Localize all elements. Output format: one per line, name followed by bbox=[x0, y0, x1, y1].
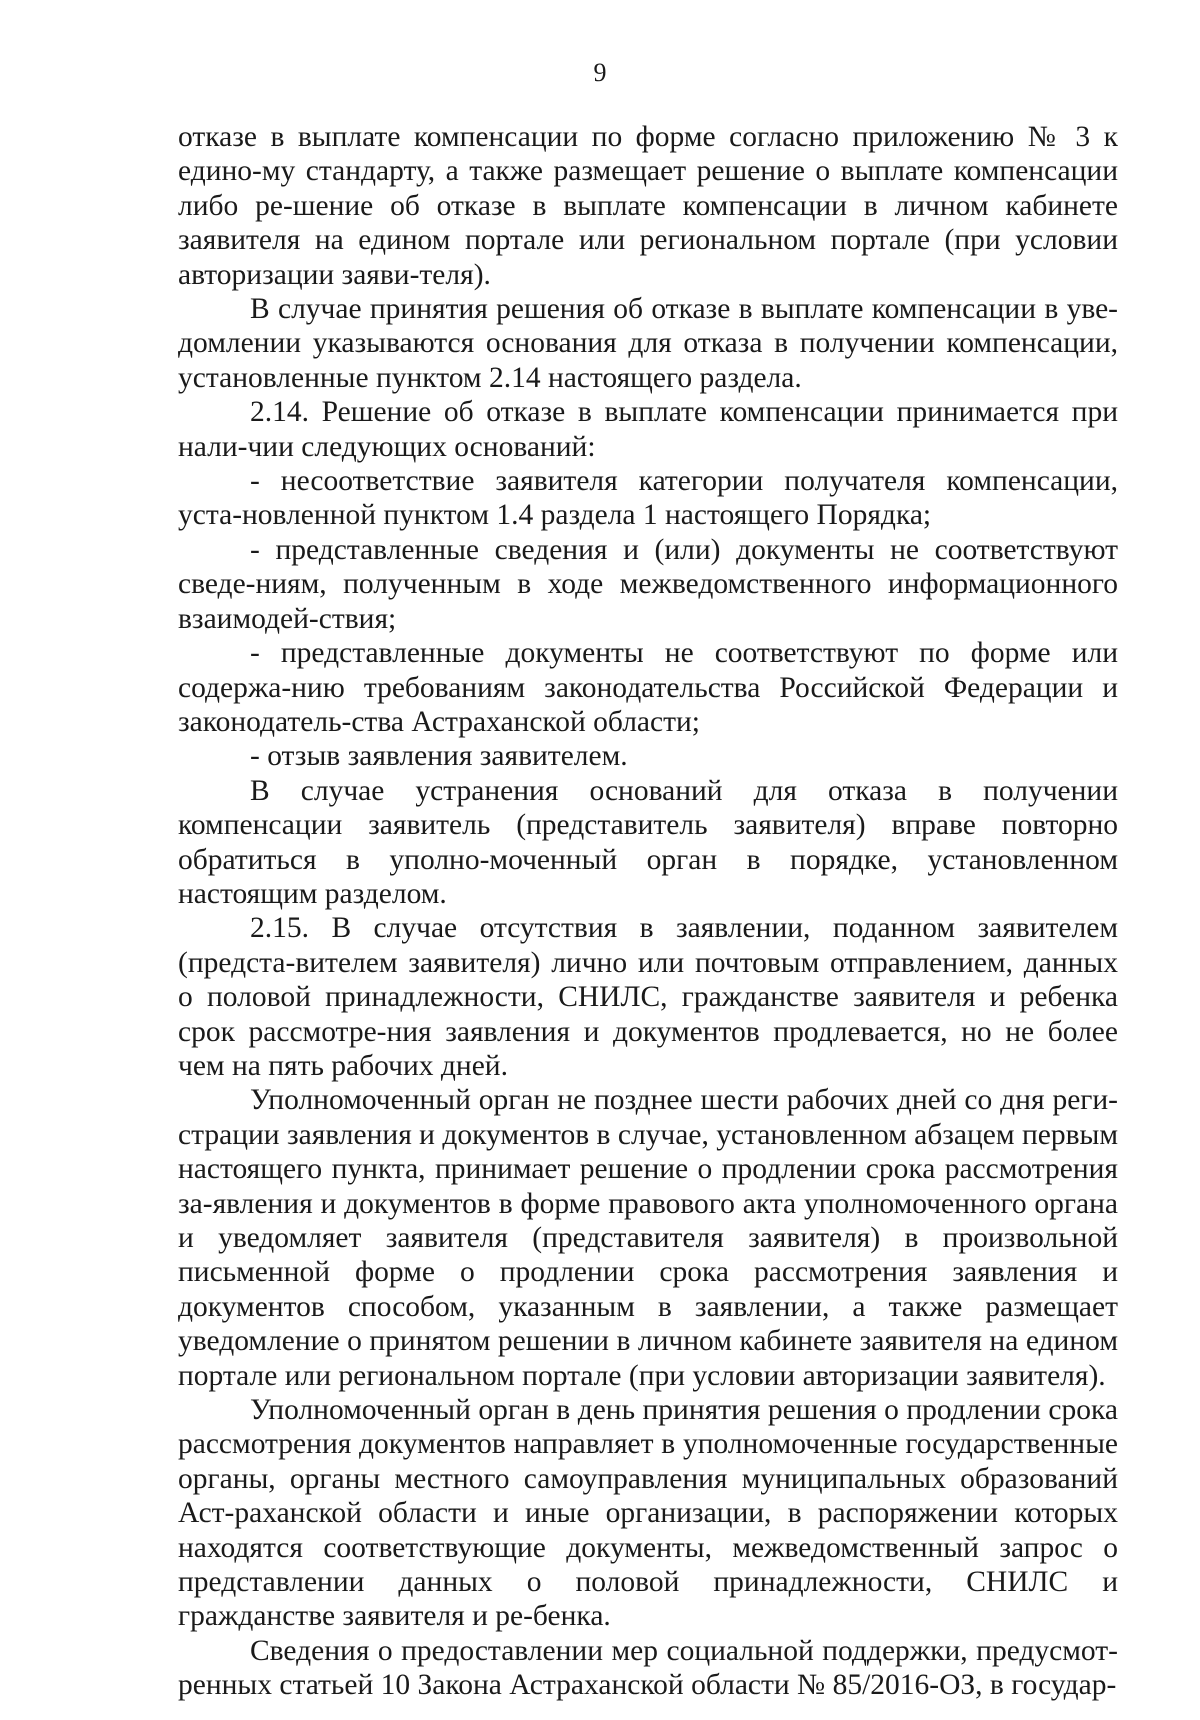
paragraph: Уполномоченный орган в день принятия решения о продлении срока рассмотрения документов направляет в уполномоченные государственные органы, органы местного самоуправления муниципальных образований Аст-раханской области и иные организации, в распоряжении которых находятся соответствующие документы, межведомственный запрос о представлении данных о половой принадлежности, СНИЛС и гражданстве заявителя и ре-бенка. bbox=[178, 1394, 1118, 1633]
list-item: - представленные сведения и (или) документы не соответствуют сведе-ниям, полученным в ходе межведомственного информационного взаимодей-ствия; bbox=[178, 533, 1118, 635]
paragraph: В случае принятия решения об отказе в выплате компенсации в уве-домлении указываются основания для отказа в получении компенсации, установленные пунктом 2.14 настоящего раздела. bbox=[178, 293, 1118, 394]
paragraph: Уполномоченный орган не позднее шести рабочих дней со дня реги-страции заявления и документов в случае, установленном абзацем первым настоящего пункта, принимает решение о продлении срока рассмотрения за-явления и документов в форме правового акта уполномоченного органа и уведомляет заявителя (представителя заявителя) в произвольной письменной форме о продлении срока рассмотрения заявления и документов способом, указанным в заявлении, а также размещает уведомление о принятом решении в личном кабинете заявителя на едином портале или региональном портале (при условии авторизации заявителя). bbox=[178, 1084, 1118, 1392]
list-item: - представленные документы не соответствуют по форме или содержа-нию требованиям законодательства Российской Федерации и законодатель-ства Астраханской области; bbox=[178, 637, 1118, 738]
paragraph-clause-2-15: 2.15. В случае отсутствия в заявлении, поданном заявителем (предста-вителем заявителя) лично или почтовым отправлением, данных о половой принадлежности, СНИЛС, гражданстве заявителя и ребенка срок рассмотре-ния заявления и документов продлевается, но не более чем на пять рабочих дней. bbox=[178, 912, 1118, 1082]
page-number: 9 bbox=[593, 58, 607, 87]
paragraph-continuation: отказе в выплате компенсации по форме согласно приложению № 3 к едино-му стандарту, а также размещает решение о выплате компенсации либо ре-шение об отказе в выплате компенсации в личном кабинете заявителя на едином портале или региональном портале (при условии авторизации заяви-теля). bbox=[178, 121, 1118, 291]
document-body bbox=[178, 120, 1118, 1703]
paragraph: В случае устранения оснований для отказа в получении компенсации заявитель (представитель заявителя) вправе повторно обратиться в уполно-моченный орган в порядке, установленном настоящим разделом. bbox=[178, 774, 1118, 910]
list-item: - несоответствие заявителя категории получателя компенсации, уста-новленной пунктом 1.4 раздела 1 настоящего Порядка; bbox=[178, 465, 1118, 532]
list-item: - отзыв заявления заявителем. bbox=[250, 740, 628, 773]
paragraph: Сведения о предоставлении мер социальной поддержки, предусмот-ренных статьей 10 Закона Астраханской области № 85/2016-ОЗ, в государ- bbox=[178, 1634, 1118, 1702]
paragraph-clause-2-14: 2.14. Решение об отказе в выплате компенсации принимается при нали-чии следующих оснований: bbox=[178, 396, 1118, 463]
